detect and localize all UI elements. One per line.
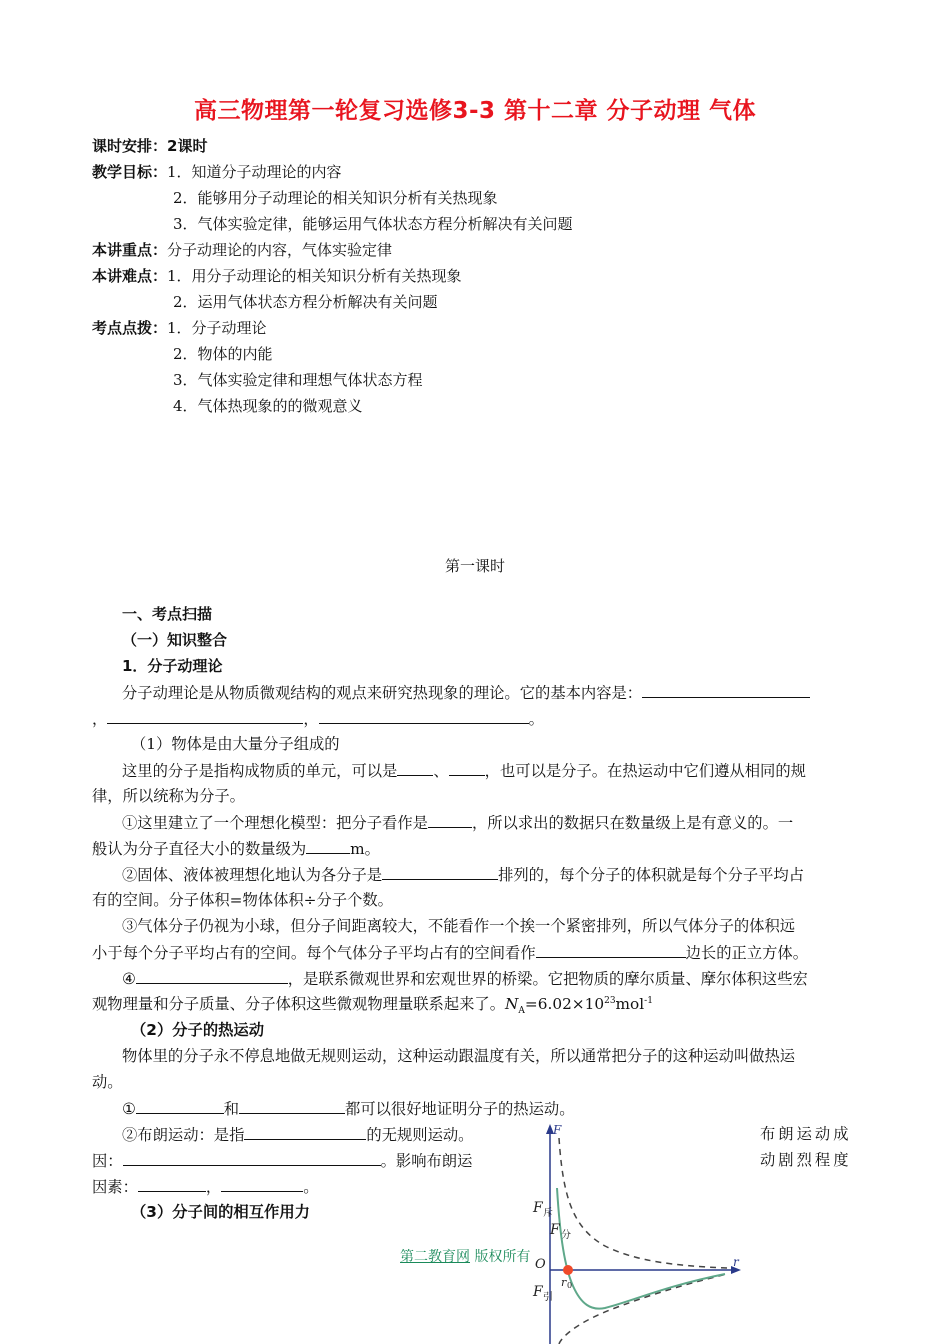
schedule-label: 课时安排： bbox=[92, 137, 168, 155]
text: ，也可以是分子。在热运动中它们遵从相同的规 bbox=[484, 762, 806, 780]
site-link[interactable]: 第二教育网 bbox=[400, 1249, 470, 1265]
text: 、 bbox=[433, 762, 449, 780]
answer-blank[interactable] bbox=[239, 1098, 345, 1114]
schedule-line bbox=[92, 136, 207, 156]
y-axis-label: F bbox=[553, 1123, 562, 1137]
text: 小于每个分子平均占有的空间。每个气体分子平均占有的空间看作 bbox=[92, 944, 536, 962]
subsection-heading: （一）知识整合 bbox=[122, 631, 228, 649]
difficult-item: 1．用分子动理论的相关知识分析有关热现象 bbox=[167, 267, 462, 285]
point-item: 1．分子动理论 bbox=[167, 319, 267, 337]
attractive-force-curve bbox=[559, 1274, 727, 1344]
answer-blank[interactable] bbox=[449, 760, 485, 776]
net-force-curve bbox=[557, 1188, 725, 1309]
text: 。 bbox=[303, 1178, 319, 1196]
sub-heading-2: （2）分子的热运动 bbox=[131, 1021, 265, 1039]
period: 。 bbox=[528, 710, 544, 728]
net-force-subscript: 分 bbox=[561, 1230, 571, 1241]
lesson-title: 第一课时 bbox=[444, 557, 505, 575]
text: 都可以很好地证明分子的热运动。 bbox=[345, 1100, 575, 1118]
schedule-value: 2课时 bbox=[167, 137, 208, 155]
answer-blank[interactable] bbox=[382, 864, 498, 880]
paragraph-line bbox=[92, 994, 653, 1017]
key-value: 分子动理论的内容，气体实验定律 bbox=[167, 241, 393, 259]
text: ① bbox=[122, 1100, 136, 1118]
paragraph-line: ③气体分子仍视为小球，但分子间距离较大，不能看作一个挨一个紧密排列，所以气体分子的体积远 bbox=[122, 917, 796, 935]
points-line bbox=[92, 318, 267, 338]
text: 这里的分子是指构成物质的单元，可以是 bbox=[122, 762, 398, 780]
paragraph-line bbox=[122, 1124, 473, 1145]
text: 。影响布朗运 bbox=[380, 1152, 473, 1170]
molecular-force-diagram bbox=[515, 1118, 745, 1344]
paragraph-line bbox=[122, 760, 806, 781]
text: 因： bbox=[92, 1152, 123, 1170]
text: 观物理量和分子质量、分子体积这些微观物理量联系起来了。 bbox=[92, 995, 506, 1013]
comma: ， bbox=[303, 710, 319, 728]
answer-blank[interactable] bbox=[221, 1176, 303, 1192]
goals-label: 教学目标： bbox=[92, 163, 168, 181]
intro-text: 分子动理论是从物质微观结构的观点来研究热现象的理论。它的基本内容是： bbox=[122, 684, 643, 702]
answer-blank[interactable] bbox=[319, 708, 529, 724]
text: 的无规则运动。 bbox=[366, 1126, 474, 1144]
intro-line-1 bbox=[122, 682, 810, 703]
attractive-force-label: F bbox=[533, 1284, 543, 1300]
avogadro-unit: mol bbox=[615, 995, 645, 1013]
answer-blank[interactable] bbox=[428, 812, 472, 828]
text: ②布朗运动：是指 bbox=[122, 1126, 245, 1144]
goals-line bbox=[92, 162, 342, 182]
text: 排列的，每个分子的体积就是每个分子平均占 bbox=[498, 866, 805, 884]
text: ，所以求出的数据只在数量级上是有意义的。一 bbox=[471, 814, 794, 832]
paragraph-line bbox=[122, 812, 793, 833]
answer-blank[interactable] bbox=[397, 760, 433, 776]
difficult-label: 本讲难点： bbox=[92, 267, 168, 285]
key-line bbox=[92, 240, 392, 260]
text: 般认为分子直径大小的数量级为 bbox=[92, 840, 307, 858]
text: ， bbox=[205, 1178, 222, 1196]
copyright-text: 版权所有 bbox=[474, 1249, 531, 1265]
r0-label: r bbox=[561, 1276, 567, 1289]
paragraph-line: 有的空间。分子体积=物体体积÷分子个数。 bbox=[92, 891, 393, 909]
avogadro-value: =6.02×10 bbox=[524, 995, 605, 1013]
paragraph-line bbox=[92, 1150, 472, 1171]
footer-watermark bbox=[400, 1246, 530, 1266]
answer-blank[interactable] bbox=[306, 838, 350, 854]
avogadro-subscript: A bbox=[518, 1006, 525, 1017]
origin-label: O bbox=[535, 1257, 546, 1272]
answer-blank[interactable] bbox=[138, 1176, 206, 1192]
answer-blank[interactable] bbox=[244, 1124, 366, 1140]
text: 因素： bbox=[92, 1178, 138, 1196]
answer-blank[interactable] bbox=[536, 942, 686, 958]
attractive-force-subscript: 引 bbox=[543, 1292, 553, 1303]
paragraph-line bbox=[122, 968, 808, 989]
goal-item: 2．能够用分子动理论的相关知识分析有关热现象 bbox=[173, 189, 498, 207]
answer-blank[interactable] bbox=[136, 1098, 224, 1114]
avogadro-symbol: N bbox=[505, 995, 519, 1013]
point-item: 3．气体实验定律和理想气体状态方程 bbox=[173, 371, 423, 389]
paragraph-line: 动。 bbox=[92, 1073, 123, 1091]
equilibrium-point bbox=[563, 1265, 573, 1275]
text: ①这里建立了一个理想化模型：把分子看作是 bbox=[122, 814, 428, 832]
sub-heading-1: （1）物体是由大量分子组成的 bbox=[131, 735, 340, 753]
net-force-label: F bbox=[550, 1222, 560, 1238]
points-label: 考点点拨： bbox=[92, 319, 168, 337]
paragraph-line-right: 动剧烈程度 bbox=[760, 1151, 852, 1169]
answer-blank[interactable] bbox=[123, 1150, 381, 1166]
paragraph-line-right: 布朗运动成 bbox=[760, 1125, 852, 1143]
answer-blank[interactable] bbox=[136, 968, 288, 984]
point-item: 2．物体的内能 bbox=[173, 345, 273, 363]
page-title: 高三物理第一轮复习选修3-3 第十二章 分子动理 气体 bbox=[193, 98, 757, 124]
paragraph-line bbox=[92, 942, 808, 963]
difficult-item: 2．运用气体状态方程分析解决有关问题 bbox=[173, 293, 438, 311]
avogadro-exponent: 23 bbox=[604, 995, 616, 1006]
repulsive-force-curve bbox=[559, 1138, 727, 1268]
key-label: 本讲重点： bbox=[92, 241, 168, 259]
x-axis-label: r bbox=[733, 1255, 739, 1269]
intro-line-2 bbox=[92, 708, 544, 729]
avogadro-unit-exponent: -1 bbox=[644, 995, 653, 1006]
text: 边长的正立方体。 bbox=[685, 944, 809, 962]
text: 和 bbox=[223, 1100, 240, 1118]
paragraph-line: 物体里的分子永不停息地做无规则运动，这种运动跟温度有关，所以通常把分子的这种运动叫做热运 bbox=[122, 1047, 796, 1065]
paragraph-line: 律，所以统称为分子。 bbox=[92, 787, 245, 805]
answer-blank[interactable] bbox=[642, 682, 810, 698]
text: ④ bbox=[122, 970, 136, 988]
goal-item: 3．气体实验定律，能够运用气体状态方程分析解决有关问题 bbox=[173, 215, 573, 233]
text: ，是联系微观世界和宏观世界的桥梁。它把物质的摩尔质量、摩尔体积这些宏 bbox=[287, 970, 808, 988]
repulsive-force-label: F bbox=[533, 1200, 543, 1216]
paragraph-line bbox=[92, 838, 380, 859]
r0-subscript: 0 bbox=[567, 1281, 573, 1290]
answer-blank[interactable] bbox=[107, 708, 303, 724]
sub-heading-3: （3）分子间的相互作用力 bbox=[131, 1203, 310, 1221]
comma: ， bbox=[92, 710, 108, 728]
text: m。 bbox=[350, 840, 380, 858]
goal-item: 1．知道分子动理论的内容 bbox=[167, 163, 342, 181]
difficult-line bbox=[92, 266, 462, 286]
repulsive-force-subscript: 斥 bbox=[543, 1208, 553, 1219]
paragraph-line bbox=[92, 1176, 319, 1197]
point-item: 4．气体热现象的的微观意义 bbox=[173, 397, 363, 415]
paragraph-line bbox=[122, 864, 804, 885]
text: ②固体、液体被理想化地认为各分子是 bbox=[122, 866, 383, 884]
paragraph-line bbox=[122, 1098, 575, 1119]
section-heading: 一、考点扫描 bbox=[122, 605, 213, 623]
topic-heading: 1．分子动理论 bbox=[122, 657, 223, 675]
